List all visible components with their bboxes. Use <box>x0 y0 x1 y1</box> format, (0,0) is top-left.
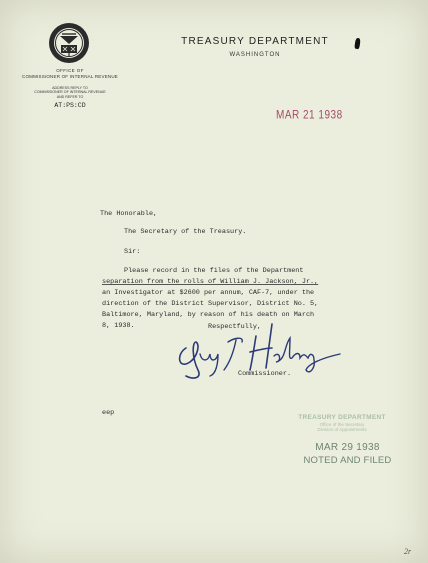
recipient: The Secretary of the Treasury. <box>124 228 247 236</box>
address-refer-line: AND REFER TO <box>56 94 84 99</box>
noted-filed-stamp <box>300 442 395 466</box>
office-label: OFFICE OF <box>56 68 84 73</box>
office-name: COMMISSIONER OF INTERNAL REVENUE <box>22 74 118 79</box>
greeting: Sir: <box>124 248 141 256</box>
noted-text: NOTED AND FILED <box>303 455 392 466</box>
body-line: 8, 1938. <box>102 322 135 330</box>
body-line: Please record in the files of the Department <box>124 267 304 275</box>
typist-initials: eep <box>102 409 115 417</box>
reference-code: AT:PS:CD <box>54 102 86 110</box>
noted-date: MAR 29 1938 <box>315 442 380 453</box>
body-line: separation from the rolls of William J. Jackson, Jr., <box>102 278 319 286</box>
address-reply-line: ADDRESS REPLY TO <box>52 86 88 90</box>
address-commissioner-line: COMMISSIONER OF INTERNAL REVENUE <box>34 90 106 95</box>
page-mark: 2r <box>404 547 412 556</box>
body-line: Baltimore, Maryland, by reason of his death on March <box>102 311 315 319</box>
salutation: The Honorable, <box>100 210 158 218</box>
received-stamp-office: Office of the Secretary <box>319 422 365 427</box>
body-line: an Investigator at $2600 per annum, CAF-7, under the <box>102 289 315 297</box>
punch-hole <box>354 38 360 50</box>
received-stamp-division: Division of Appointments <box>317 427 367 432</box>
office-block <box>10 68 130 109</box>
received-stamp-dept: TREASURY DEPARTMENT <box>298 414 386 421</box>
department-title: TREASURY DEPARTMENT <box>181 36 329 47</box>
received-stamp <box>282 414 402 432</box>
body-line: direction of the District Supervisor, District No. 5, <box>102 300 319 308</box>
treasury-seal-icon <box>48 22 90 64</box>
date-stamp: MAR 21 1938 <box>276 108 343 123</box>
signer-title: Commissioner. <box>238 370 292 378</box>
closing: Respectfully, <box>208 323 262 331</box>
department-city: WASHINGTON <box>229 52 281 58</box>
